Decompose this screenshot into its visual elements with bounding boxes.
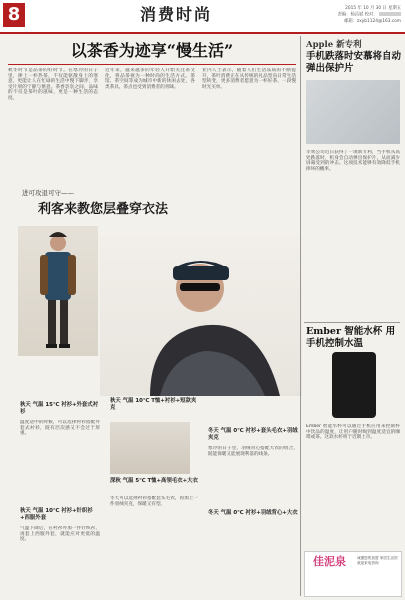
model-photo-1: [18, 226, 98, 356]
mid-kicker: 进可攻退可守——: [22, 189, 74, 197]
body-2: 气温下降后，在衬衫外加一件针织衫，再套上西服外套，就能应对更低的温度。: [20, 526, 100, 543]
sidebar-divider: [300, 36, 301, 596]
main-col-3: 业内人士表示，随着人们生活品质的不断提升，茶叶消费正在从传统的礼品型向日常生活型转变，更多消费者愿意为一杯好茶、一段慢时光买单。: [202, 68, 296, 90]
ad-box: [304, 551, 402, 597]
sidebar-title-main: 手机跌落时安慕将自动弹出保护片: [306, 51, 402, 74]
body-1: 温度适中的时候，可以选择衬衫搭配外套式衬衫，既有层次感又不会过于厚重。: [20, 420, 100, 437]
sidebar-rule: [304, 322, 400, 323]
headline-divider: [8, 64, 296, 65]
caption-2: 秋天 气温 10℃ 衬衫+针织衫+西服外套: [20, 508, 93, 521]
page-number: 8: [3, 3, 25, 27]
caption-4: 深秋 气温 5℃ T恤+高领毛衣+大衣: [110, 478, 198, 484]
body-3: 冬天可以选择衬衫搭配套头毛衣，再加上一件羽绒夹克，保暖又有型。: [110, 496, 198, 507]
mid-headline: 利客来教您层叠穿衣法: [38, 202, 169, 217]
caption-6: 冬天 气温 0℃ 衬衫+羽绒背心+大衣: [208, 510, 298, 516]
ad-text: 诚邀您的加盟 家居生活馆 欢迎来电咨询: [357, 556, 398, 565]
editor-line: 责编：杨昌斌 校对：: [337, 12, 378, 18]
sidebar-body-2: Ember 智能水杯可以通过手机应用来控制杯中饮品的温度，让用户随时喝到温度适宜的咖啡或茶。这款水杯将于近期上市。: [306, 424, 400, 441]
main-headline: 以茶香为迹享“慢生活”: [70, 41, 234, 60]
body-4: 寒冷的日子里，羽绒背心搭配大衣的组合，既能保暖又能展现利落的线条。: [208, 446, 298, 457]
header-meta: [281, 6, 401, 25]
caption-3: 秋天 气温 10℃ T恤+衬衫+短款夹克: [110, 398, 197, 411]
ad-logo: 佳泥泉: [313, 555, 346, 568]
phone-photo: [306, 80, 400, 144]
sidebar-title-2: Ember 智能水杯 用手机控制水温: [306, 326, 396, 349]
main-col-2: 近年来，越来越多的年轻人开始关注茶文化，将品茶视为一种时尚的生活方式。茶馆、茶空间等成为城市中新的休闲去处，各类茶具、茶点也受到消费者的青睐。: [105, 68, 195, 90]
name-placeholder: [379, 12, 401, 16]
sidebar-title-small: Apple 新专利: [306, 40, 362, 50]
main-col-1: 秋冬时节是品茶的好时节。在寒冷的日子里，捧上一杯热茶，不仅能驱散身上的寒意，更能让人在忙碌的生活中慢下脚步，享受片刻的宁静与惬意。茶香袅袅之间，品味的不仅是茶叶的滋味，更是一种生活的态度。: [8, 68, 98, 101]
sidebar-body: 苹果公司近日获得了一项新专利，当手机从高处跌落时，机身会自动弹出保护片，从而减少屏幕受到的冲击。这项技术能够有效降低手机摔坏的概率。: [306, 150, 400, 172]
page-header: [0, 0, 405, 34]
email-line: 邮箱：zxyb1124@163.com: [344, 18, 401, 24]
model-photo-2: [100, 236, 302, 396]
date-line: 2015 年 10 月 30 日 星期五: [345, 6, 401, 11]
section-title: 消费时尚: [140, 5, 213, 24]
caption-5: 冬天 气温 0℃ 衬衫+套头毛衣+羽绒夹克: [208, 428, 298, 441]
model-photo-3: [110, 422, 190, 474]
cup-photo: [332, 352, 376, 418]
caption-1: 秋天 气温 15℃ 衬衫+外套式衬衫: [20, 402, 99, 415]
